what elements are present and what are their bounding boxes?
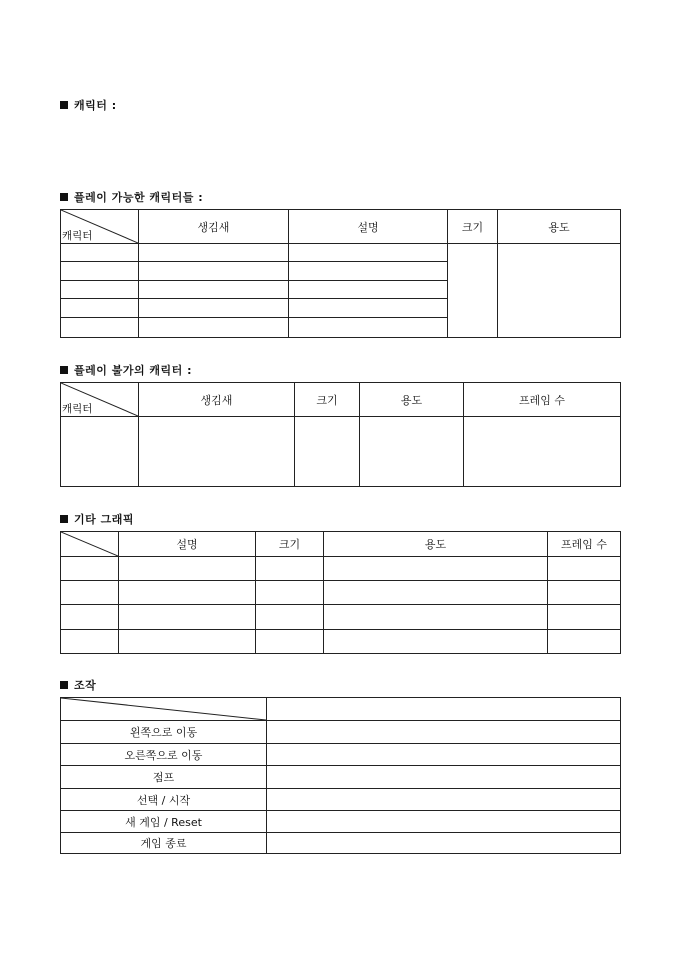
heading-text: 캐릭터 : <box>74 99 117 112</box>
corner-cell <box>61 532 119 557</box>
header-description: 설명 <box>119 532 256 557</box>
header-frames: 프레임 수 <box>464 383 621 417</box>
cell[interactable] <box>61 262 139 281</box>
corner-label: 캐릭터 <box>62 230 93 242</box>
cell[interactable] <box>61 630 119 654</box>
cell[interactable] <box>61 318 139 338</box>
heading-text: 조작 <box>74 679 97 692</box>
cell[interactable] <box>289 299 448 318</box>
controls-table <box>60 697 621 854</box>
cell[interactable] <box>267 698 621 721</box>
key-cell[interactable] <box>267 811 621 833</box>
heading-text: 플레이 가능한 캐릭터들 : <box>74 191 204 204</box>
cell[interactable] <box>324 581 548 605</box>
cell[interactable] <box>61 581 119 605</box>
cell[interactable] <box>289 262 448 281</box>
header-frames: 프레임 수 <box>548 532 621 557</box>
cell[interactable] <box>61 244 139 262</box>
header-usage: 용도 <box>324 532 548 557</box>
cell[interactable] <box>61 605 119 630</box>
key-cell[interactable] <box>267 721 621 744</box>
cell[interactable] <box>61 281 139 299</box>
cell[interactable] <box>324 557 548 581</box>
heading-text: 기타 그래픽 <box>74 513 134 526</box>
control-row-move-left <box>61 721 621 744</box>
table-row <box>61 417 621 487</box>
key-cell[interactable] <box>267 766 621 789</box>
cell[interactable] <box>548 557 621 581</box>
cell[interactable] <box>119 557 256 581</box>
playable-characters-table <box>60 209 621 338</box>
cell[interactable] <box>289 318 448 338</box>
cell[interactable] <box>61 417 139 487</box>
nonplayable-characters-table <box>60 382 621 487</box>
key-cell[interactable] <box>267 789 621 811</box>
table-row <box>61 557 621 581</box>
cell[interactable] <box>119 630 256 654</box>
cell[interactable] <box>139 281 289 299</box>
header-usage: 용도 <box>360 383 464 417</box>
control-row-new-game <box>61 811 621 833</box>
control-row-move-right <box>61 744 621 766</box>
cell[interactable] <box>139 299 289 318</box>
heading-controls <box>60 677 96 693</box>
table-row <box>61 630 621 654</box>
control-row-quit <box>61 833 621 854</box>
corner-cell <box>61 698 267 721</box>
corner-cell <box>61 210 139 244</box>
bullet-square-icon <box>60 515 68 523</box>
cell[interactable] <box>139 417 295 487</box>
control-label: 왼쪽으로 이동 <box>61 721 267 744</box>
cell[interactable] <box>139 318 289 338</box>
cell[interactable] <box>256 557 324 581</box>
table-row <box>61 605 621 630</box>
control-row-jump <box>61 766 621 789</box>
other-graphics-table <box>60 531 621 654</box>
cell[interactable] <box>61 557 119 581</box>
cell[interactable] <box>464 417 621 487</box>
heading-other-graphics <box>60 511 134 527</box>
heading-nonplayable <box>60 362 192 378</box>
cell[interactable] <box>119 581 256 605</box>
cell[interactable] <box>139 244 289 262</box>
corner-label: 캐릭터 <box>62 403 93 415</box>
heading-text: 플레이 불가의 캐릭터 : <box>74 364 193 377</box>
cell[interactable] <box>61 299 139 318</box>
header-appearance: 생김새 <box>139 383 295 417</box>
table-row <box>61 244 621 262</box>
cell[interactable] <box>289 281 448 299</box>
cell[interactable] <box>256 581 324 605</box>
bullet-square-icon <box>60 681 68 689</box>
key-cell[interactable] <box>267 833 621 854</box>
cell[interactable] <box>256 630 324 654</box>
cell[interactable] <box>289 244 448 262</box>
bullet-square-icon <box>60 366 68 374</box>
header-description: 설명 <box>289 210 448 244</box>
header-usage: 용도 <box>498 210 621 244</box>
cell[interactable] <box>548 605 621 630</box>
corner-cell <box>61 383 139 417</box>
table-row <box>61 581 621 605</box>
cell[interactable] <box>360 417 464 487</box>
control-row-select-start <box>61 789 621 811</box>
bullet-square-icon <box>60 101 68 109</box>
heading-character <box>60 97 117 113</box>
control-label: 게임 종료 <box>61 833 267 854</box>
usage-cell[interactable] <box>498 244 621 338</box>
cell[interactable] <box>548 630 621 654</box>
header-size: 크기 <box>448 210 498 244</box>
heading-playable <box>60 189 203 205</box>
header-size: 크기 <box>295 383 360 417</box>
control-label: 오른쪽으로 이동 <box>61 744 267 766</box>
bullet-square-icon <box>60 193 68 201</box>
control-label: 점프 <box>61 766 267 789</box>
key-cell[interactable] <box>267 744 621 766</box>
cell[interactable] <box>119 605 256 630</box>
cell[interactable] <box>548 581 621 605</box>
cell[interactable] <box>256 605 324 630</box>
control-label: 선택 / 시작 <box>61 789 267 811</box>
cell[interactable] <box>139 262 289 281</box>
cell[interactable] <box>295 417 360 487</box>
control-label: 새 게임 / Reset <box>61 811 267 833</box>
cell[interactable] <box>324 630 548 654</box>
size-cell[interactable] <box>448 244 498 338</box>
header-appearance: 생김새 <box>139 210 289 244</box>
header-size: 크기 <box>256 532 324 557</box>
cell[interactable] <box>324 605 548 630</box>
